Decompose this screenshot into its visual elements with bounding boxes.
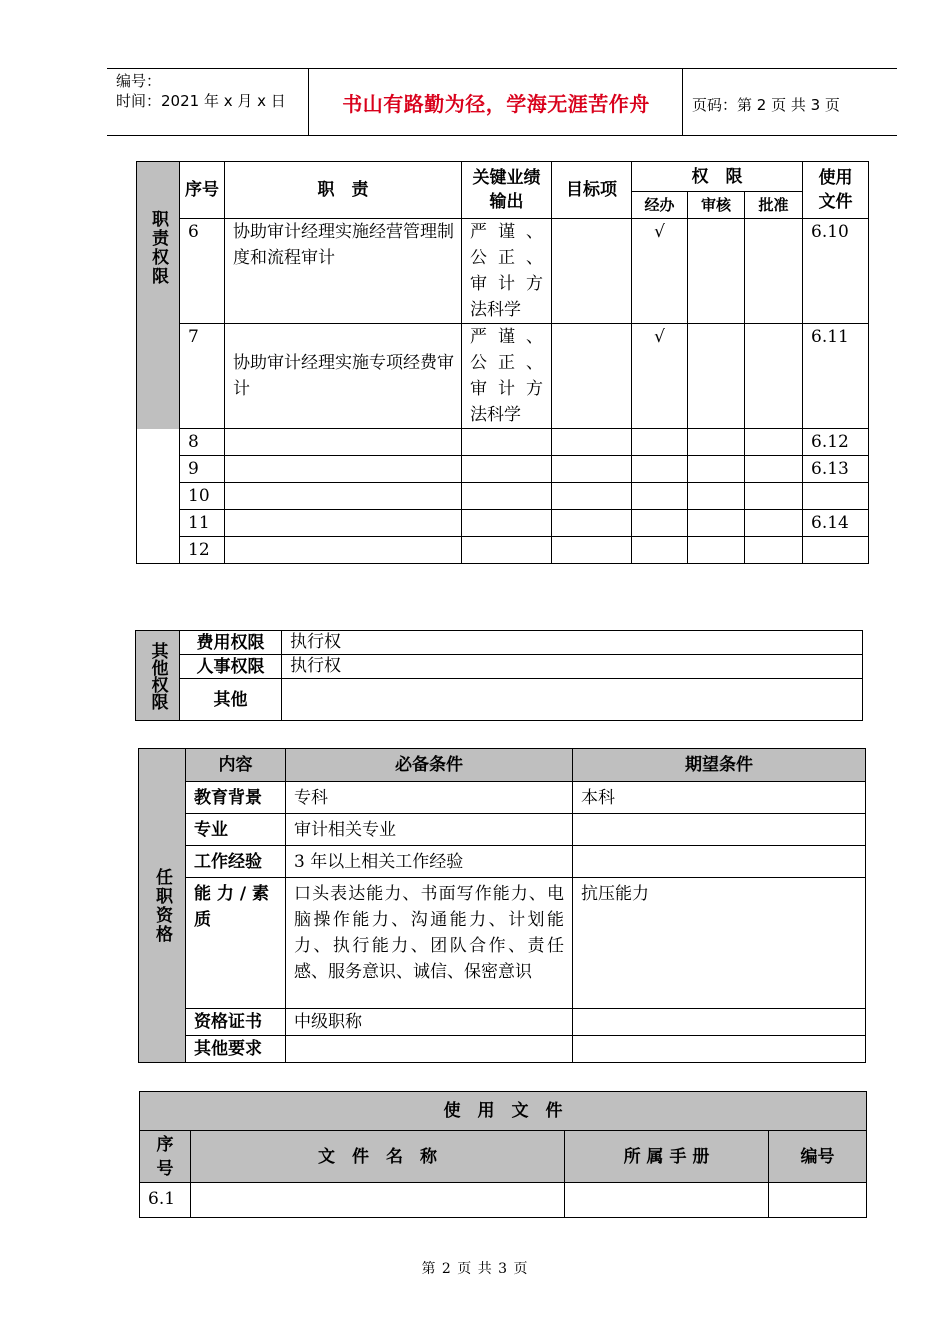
row-pizhun: [745, 510, 803, 537]
qual-required: 审计相关专业: [286, 814, 573, 846]
header-expected: 期望条件: [573, 749, 866, 782]
table-row: [137, 483, 869, 510]
row-duty: [225, 510, 462, 537]
table-row: [136, 631, 863, 655]
row-target: [552, 510, 632, 537]
row-seq: 11: [180, 510, 225, 537]
row-pizhun: [745, 429, 803, 456]
row-duty: [225, 456, 462, 483]
row-pizhun: [745, 537, 803, 564]
row-doc: 6.10: [803, 219, 869, 324]
qualifications-side-label: 任职资格: [152, 867, 172, 944]
row-shenhe: [688, 219, 745, 324]
table-row: [139, 846, 866, 878]
row-target: [552, 456, 632, 483]
row-doc: 6.13: [803, 456, 869, 483]
page-footer: 第 2 页 共 3 页: [421, 1261, 529, 1277]
qual-expected: [573, 814, 866, 846]
qual-expected: 本科: [573, 782, 866, 814]
table-row: [139, 878, 866, 1009]
duties-side-label: 职责权限: [148, 210, 168, 286]
row-pizhun: [745, 324, 803, 429]
qual-item: 工作经验: [186, 846, 286, 878]
header-manual: 所 属 手 册: [565, 1131, 769, 1183]
table-row: [136, 679, 863, 721]
row-doc: 6.12: [803, 429, 869, 456]
row-target: [552, 537, 632, 564]
row-duty: [225, 483, 462, 510]
header-content: 内容: [186, 749, 286, 782]
duties-side-blank: [137, 429, 180, 564]
doc-manual: [565, 1183, 769, 1218]
table-row: [137, 510, 869, 537]
header-seq: 序号: [180, 162, 225, 219]
row-output: 严 谨 、 公 正 、 审 计 方 法科学: [462, 219, 552, 324]
qual-item: 专业: [186, 814, 286, 846]
qual-item: 能 力 / 素质: [186, 878, 286, 1009]
header-doc: 使用文件: [803, 162, 869, 219]
row-seq: 8: [180, 429, 225, 456]
row-pizhun: [745, 219, 803, 324]
other-authority-side-cell: [136, 631, 180, 721]
row-jingban: [632, 537, 688, 564]
row-target: [552, 429, 632, 456]
qual-required: 3 年以上相关工作经验: [286, 846, 573, 878]
row-target: [552, 219, 632, 324]
row-output: [462, 510, 552, 537]
duties-table: [136, 161, 869, 564]
row-output: [462, 483, 552, 510]
header-code: 编号: [769, 1131, 867, 1183]
qualifications-table: [138, 748, 866, 1063]
row-duty: 协助审计经理实施专项经费审计: [225, 324, 462, 429]
table-row: [139, 814, 866, 846]
table-row: [137, 456, 869, 483]
doc-name: [191, 1183, 565, 1218]
row-doc: [803, 537, 869, 564]
row-shenhe: [688, 483, 745, 510]
qual-expected: 抗压能力: [573, 878, 866, 1009]
qual-required: [286, 1036, 573, 1063]
row-seq: 9: [180, 456, 225, 483]
header-shenhe: 审核: [688, 192, 745, 219]
qual-expected: [573, 846, 866, 878]
row-output: [462, 429, 552, 456]
row-jingban: [632, 510, 688, 537]
row-shenhe: [688, 324, 745, 429]
authority-label: 人事权限: [180, 655, 282, 679]
row-pizhun: [745, 456, 803, 483]
qual-item: 其他要求: [186, 1036, 286, 1063]
row-target: [552, 483, 632, 510]
row-duty: 协助审计经理实施经营管理制度和流程审计: [225, 219, 462, 324]
row-jingban: [632, 483, 688, 510]
table-row: [140, 1183, 867, 1218]
row-duty: [225, 429, 462, 456]
row-shenhe: [688, 456, 745, 483]
row-jingban: [632, 429, 688, 456]
qual-required: 专科: [286, 782, 573, 814]
row-doc: [803, 483, 869, 510]
row-target: [552, 324, 632, 429]
documents-title: 使 用 文 件: [140, 1092, 867, 1131]
header-key-output: 关键业绩输出: [462, 162, 552, 219]
row-seq: 6: [180, 219, 225, 324]
table-row: [137, 537, 869, 564]
other-authority-table: [135, 630, 863, 721]
qualifications-side-cell: [139, 749, 186, 1063]
doc-code: [769, 1183, 867, 1218]
qual-required: 中级职称: [286, 1009, 573, 1036]
qual-item: 资格证书: [186, 1009, 286, 1036]
header-number: 编号：: [116, 72, 162, 90]
qual-expected: [573, 1009, 866, 1036]
row-output: 严 谨 、 公 正 、 审 计 方 法科学: [462, 324, 552, 429]
row-jingban: √: [632, 324, 688, 429]
table-row: [139, 1009, 866, 1036]
table-row: [139, 1036, 866, 1063]
duties-side-label-cell: [137, 162, 180, 429]
header-page: 页码：第 2 页 共 3 页: [692, 96, 840, 114]
qual-expected: [573, 1036, 866, 1063]
qual-item: 教育背景: [186, 782, 286, 814]
table-row: [137, 429, 869, 456]
header-required: 必备条件: [286, 749, 573, 782]
header-file-name: 文 件 名 称: [191, 1131, 565, 1183]
header-pizhun: 批准: [745, 192, 803, 219]
header-jingban: 经办: [632, 192, 688, 219]
row-jingban: √: [632, 219, 688, 324]
row-pizhun: [745, 483, 803, 510]
row-jingban: [632, 456, 688, 483]
authority-label: 其他: [180, 679, 282, 721]
authority-value: 执行权: [282, 655, 863, 679]
row-seq: 7: [180, 324, 225, 429]
qual-required: 口头表达能力、书面写作能力、电脑操作能力、沟通能力、计划能力、执行能力、团队合作、责任感、服务意识、诚信、保密意识: [286, 878, 573, 1009]
table-row: [137, 324, 869, 429]
header-seq: 序号: [140, 1131, 191, 1183]
table-row: [139, 782, 866, 814]
header-divider: [682, 68, 683, 136]
header-motto: 书山有路勤为径，学海无涯苦作舟: [342, 92, 650, 116]
authority-value: [282, 679, 863, 721]
row-output: [462, 537, 552, 564]
table-row: [137, 219, 869, 324]
authority-value: 执行权: [282, 631, 863, 655]
row-shenhe: [688, 510, 745, 537]
table-row: [136, 655, 863, 679]
header-bottom-rule: [107, 135, 897, 136]
row-seq: 12: [180, 537, 225, 564]
header-time: 时间：2021 年 x 月 x 日: [116, 92, 286, 110]
row-seq: 10: [180, 483, 225, 510]
header-duty: 职 责: [225, 162, 462, 219]
documents-table: [139, 1091, 867, 1218]
header-target: 目标项: [552, 162, 632, 219]
other-authority-side-label: 其他权限: [147, 641, 168, 710]
row-shenhe: [688, 537, 745, 564]
row-doc: 6.14: [803, 510, 869, 537]
header-divider: [308, 68, 309, 136]
row-duty: [225, 537, 462, 564]
header-authority: 权 限: [632, 162, 803, 192]
authority-label: 费用权限: [180, 631, 282, 655]
header-top-rule: [107, 68, 897, 69]
row-doc: 6.11: [803, 324, 869, 429]
doc-seq: 6.1: [140, 1183, 191, 1218]
row-shenhe: [688, 429, 745, 456]
row-output: [462, 456, 552, 483]
